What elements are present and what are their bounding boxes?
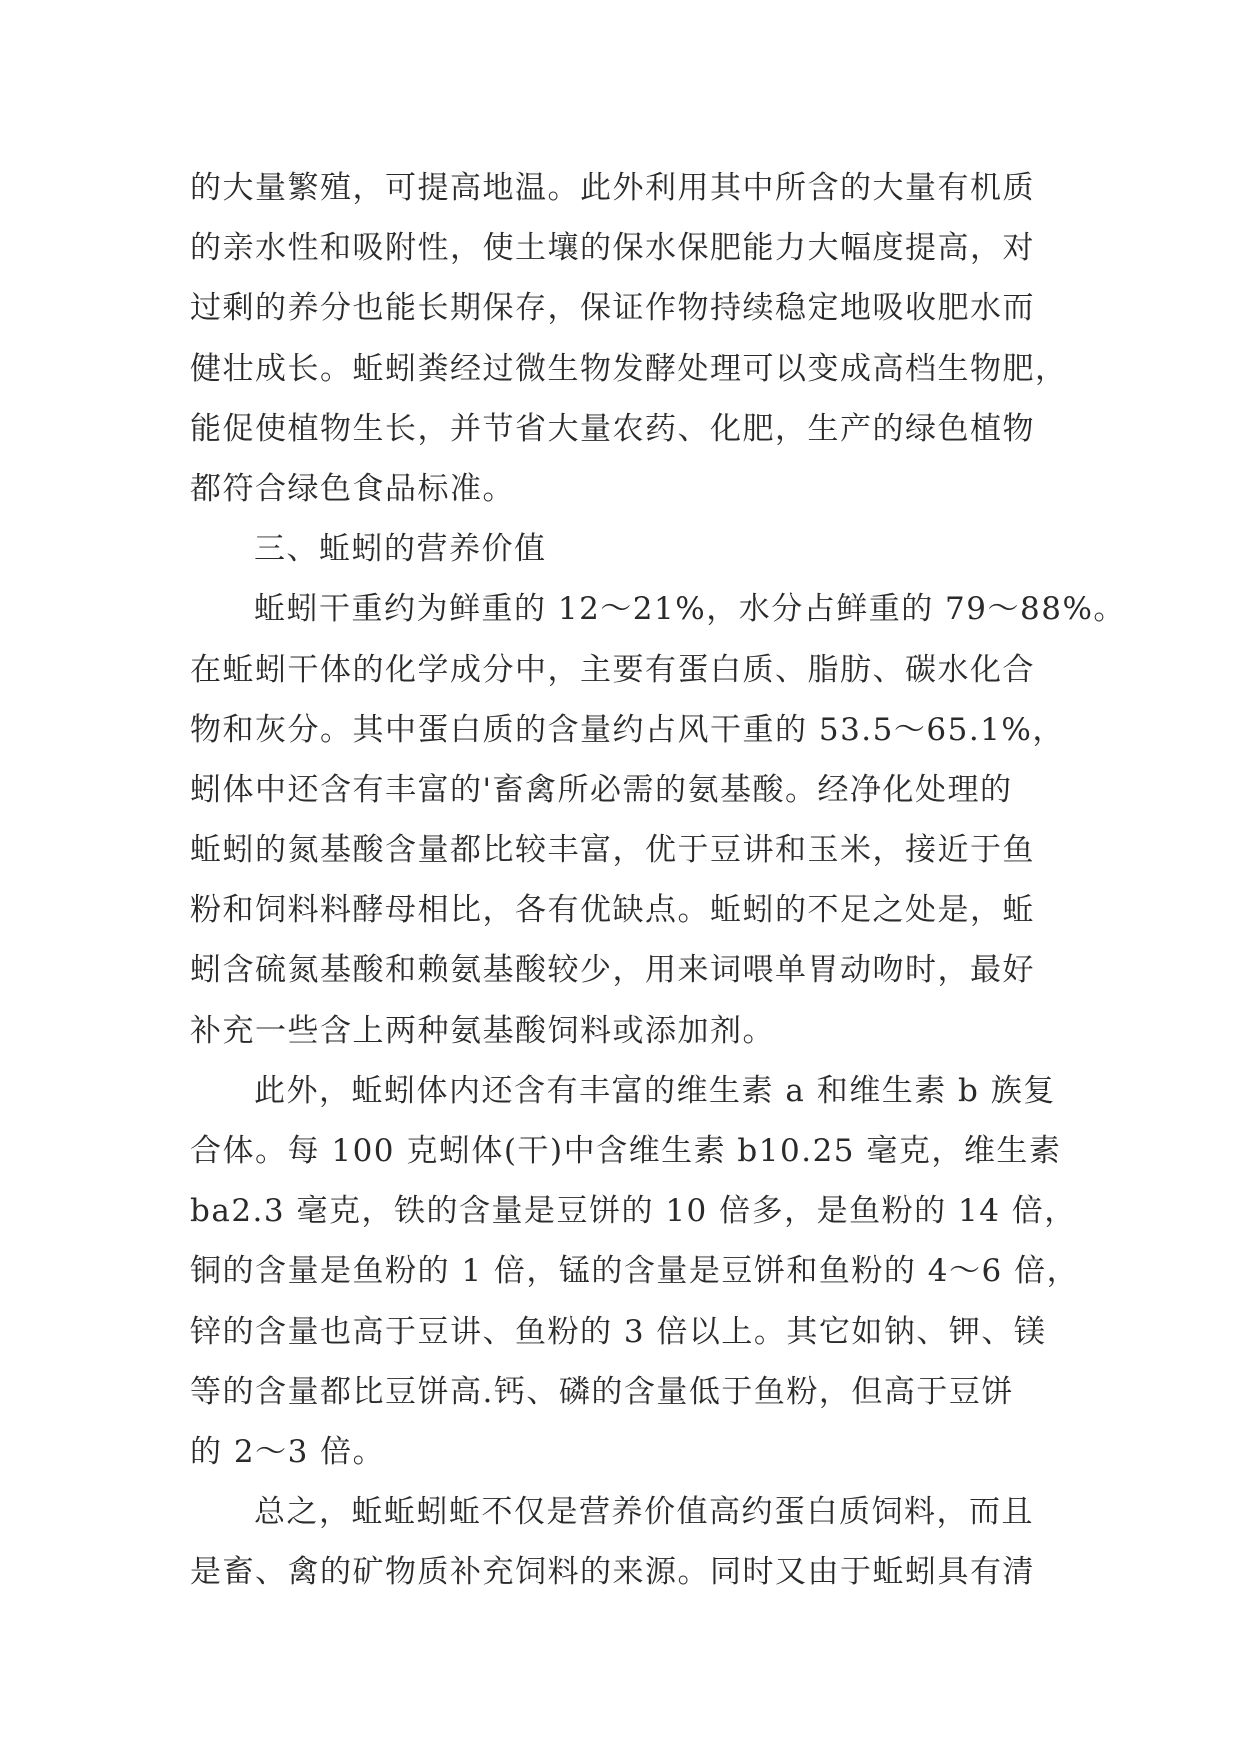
text-line: 能促使植物生长，并节省大量农药、化肥，生产的绿色植物 xyxy=(190,410,1035,447)
text-line: 的亲水性和吸附性，使土壤的保水保肥能力大幅度提高，对 xyxy=(190,230,1035,267)
text-line: 的 2～3 倍。 xyxy=(190,1433,386,1470)
text-line: 粉和饲料料酵母相比，各有优缺点。蚯蚓的不足之处是，蚯 xyxy=(190,892,1035,929)
text-line: 此外，蚯蚓体内还含有丰富的维生素 a 和维生素 b 族复 xyxy=(254,1072,1056,1109)
text-line: 是畜、禽的矿物质补充饲料的来源。同时又由于蚯蚓具有清 xyxy=(190,1554,1035,1591)
text-line: 总之，蚯蚯蚓蚯不仅是营养价值高约蛋白质饲料，而且 xyxy=(254,1494,1034,1531)
text-line: 蚯蚓的氮基酸含量都比较丰富，优于豆讲和玉米，接近于鱼 xyxy=(190,832,1035,869)
text-line: 健壮成长。蚯蚓粪经过微生物发酵处理可以变成高档生物肥， xyxy=(190,350,1068,387)
text-line: 蚯蚓干重约为鲜重的 12～21%，水分占鲜重的 79～88%。 xyxy=(254,591,1126,628)
text-line: 物和灰分。其中蛋白质的含量约占风干重的 53.5～65.1%， xyxy=(190,711,1065,748)
text-line: 的大量繁殖，可提高地温。此外利用其中所含的大量有机质 xyxy=(190,170,1035,206)
text-line: 铜的含量是鱼粉的 1 倍，锰的含量是豆饼和鱼粉的 4～6 倍， xyxy=(190,1253,1080,1290)
text-line: 补充一些含上两种氨基酸饲料或添加剂。 xyxy=(190,1012,775,1049)
text-line: 蚓体中还含有丰富的'畜禽所必需的氨基酸。经净化处理的 xyxy=(190,771,1013,808)
text-line: 在蚯蚓干体的化学成分中，主要有蛋白质、脂肪、碳水化合 xyxy=(190,651,1035,688)
text-line: 过剩的养分也能长期保存，保证作物持续稳定地吸收肥水而 xyxy=(190,290,1035,327)
text-line: 锌的含量也高于豆讲、鱼粉的 3 倍以上。其它如钠、钾、镁 xyxy=(190,1313,1047,1350)
text-line: 蚓含硫氮基酸和赖氨基酸较少，用来词喂单胃动吻时，最好 xyxy=(190,952,1035,989)
text-line: 三、蚯蚓的营养价值 xyxy=(254,531,547,568)
text-line: ba2.3 毫克，铁的含量是豆饼的 10 倍多，是鱼粉的 14 倍， xyxy=(190,1193,1077,1230)
text-line: 都符合绿色食品标准。 xyxy=(190,470,515,507)
text-line: 合体。每 100 克蚓体(干)中含维生素 b10.25 毫克，维生素 xyxy=(190,1133,1062,1169)
document-body xyxy=(190,158,1126,1603)
text-line: 等的含量都比豆饼高.钙、磷的含量低于鱼粉，但高于豆饼 xyxy=(190,1373,1014,1410)
